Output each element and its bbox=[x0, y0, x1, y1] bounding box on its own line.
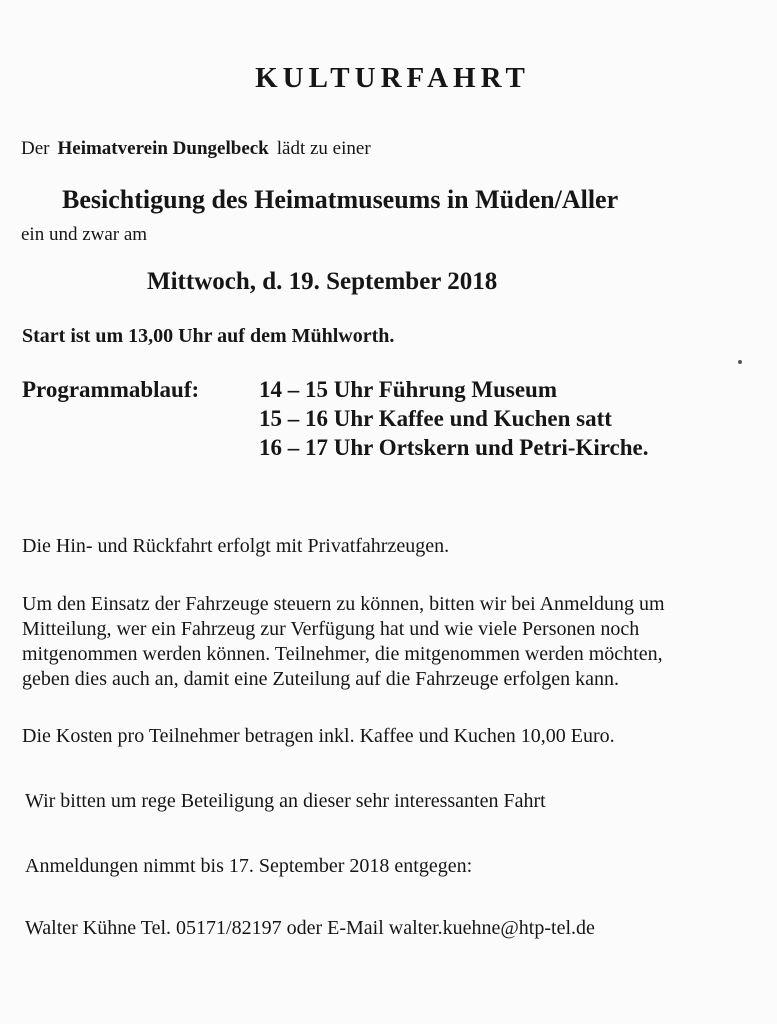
intro-prefix: Der bbox=[21, 138, 50, 159]
program-item: 14 – 15 Uhr Führung Museum bbox=[259, 377, 557, 402]
document-title: KULTURFAHRT bbox=[255, 62, 530, 94]
intro-line bbox=[21, 138, 371, 160]
travel-note: Die Hin- und Rückfahrt erfolgt mit Privatfahrzeugen. bbox=[22, 535, 450, 557]
paragraph-line: geben dies auch an, damit eine Zuteilung auf die Fahrzeuge erfolgen kann. bbox=[22, 668, 619, 690]
event-subline: ein und zwar am bbox=[21, 224, 148, 245]
program-item: 15 – 16 Uhr Kaffee und Kuchen satt bbox=[259, 406, 612, 431]
costs-note: Die Kosten pro Teilnehmer betragen inkl. Kaffee und Kuchen 10,00 Euro. bbox=[22, 725, 615, 747]
vehicles-paragraph bbox=[22, 592, 767, 692]
paper-speck bbox=[738, 360, 742, 364]
registration-note: Anmeldungen nimmt bis 17. September 2018 entgegen: bbox=[25, 855, 473, 877]
program-label: Programmablauf: bbox=[22, 377, 200, 402]
start-info: Start ist um 13,00 Uhr auf dem Mühlworth. bbox=[22, 325, 395, 347]
intro-suffix: lädt zu einer bbox=[276, 138, 371, 159]
event-heading: Besichtigung des Heimatmuseums in Müden/Aller bbox=[62, 185, 619, 214]
contact-info: Walter Kühne Tel. 05171/82197 oder E-Mail walter.kuehne@htp-tel.de bbox=[25, 917, 595, 939]
paragraph-line: mitgenommen werden können. Teilnehmer, die mitgenommen werden möchten, bbox=[22, 643, 663, 665]
paragraph-line: Um den Einsatz der Fahrzeuge steuern zu können, bitten wir bei Anmeldung um bbox=[22, 593, 665, 615]
appeal-note: Wir bitten um rege Beteiligung an dieser sehr interessanten Fahrt bbox=[25, 790, 546, 812]
paragraph-line: Mitteilung, wer ein Fahrzeug zur Verfügung hat und wie viele Personen noch bbox=[22, 618, 640, 640]
event-date: Mittwoch, d. 19. September 2018 bbox=[147, 268, 498, 295]
program-item: 16 – 17 Uhr Ortskern und Petri-Kirche. bbox=[259, 435, 649, 460]
club-name: Heimatverein Dungelbeck bbox=[57, 138, 269, 159]
